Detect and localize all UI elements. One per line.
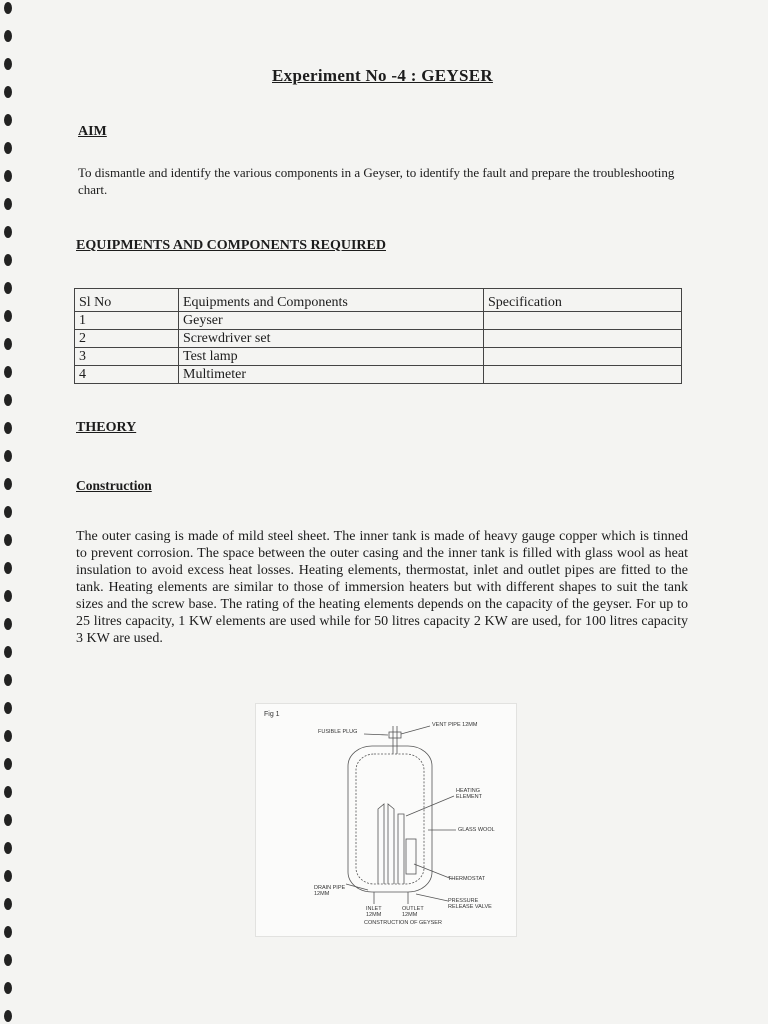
equipment-table [74,288,682,384]
table-row [75,312,682,330]
spiral-coil [4,310,12,322]
table-cell [484,312,682,330]
spiral-coil [4,30,12,42]
document-page [22,0,768,1024]
label-vent-pipe: VENT PIPE 12MM [432,722,478,728]
spiral-coil [4,226,12,238]
label-inlet: INLET 12MM [366,906,382,918]
label-fusible-plug: FUSIBLE PLUG [318,729,358,735]
spiral-coil [4,842,12,854]
spiral-coil [4,2,12,14]
spiral-coil [4,394,12,406]
spiral-coil [4,926,12,938]
table-cell [484,348,682,366]
label-heating-element: HEATING ELEMENT [456,788,482,800]
spiral-coil [4,422,12,434]
spiral-coil [4,618,12,630]
spiral-coil [4,562,12,574]
column-header: Equipments and Components [179,289,484,312]
theory-heading: THEORY [76,420,137,435]
spiral-coil [4,758,12,770]
table-row [75,330,682,348]
table-cell: Geyser [179,312,484,330]
spiral-coil [4,58,12,70]
spiral-coil [4,478,12,490]
table-cell: 1 [75,312,179,330]
table-row [75,348,682,366]
spiral-binding [0,0,22,1024]
table-row [75,366,682,384]
equipment-heading: EQUIPMENTS AND COMPONENTS REQUIRED [76,238,386,253]
table-header-row [75,289,682,312]
table-cell: Multimeter [179,366,484,384]
spiral-coil [4,646,12,658]
spiral-coil [4,814,12,826]
figure-caption: CONSTRUCTION OF GEYSER [364,920,442,926]
spiral-coil [4,870,12,882]
label-pressure-valve: PRESSURE RELEASE VALVE [448,898,492,910]
label-drain-pipe: DRAIN PIPE 12MM [314,885,346,897]
table-cell: Screwdriver set [179,330,484,348]
spiral-coil [4,674,12,686]
spiral-coil [4,282,12,294]
spiral-coil [4,1010,12,1022]
geyser-figure [255,703,517,937]
spiral-coil [4,730,12,742]
spiral-coil [4,86,12,98]
spiral-coil [4,786,12,798]
spiral-coil [4,702,12,714]
table-cell [484,330,682,348]
construction-text: The outer casing is made of mild steel sheet. The inner tank is made of heavy gauge copper which is tinned to prevent corrosion. The space between the outer casing and the inner tank is filled with glass wool as heat insulation to avoid excess heat losses. Heating elements, thermostat, inlet and outlet pipes are fitted to the tank. Heating elements are similar to those of immersion heaters but with different shapes to suit the tank sizes and the screw base. The rating of the heating elements depends on the capacity of the geyser. For up to 25 litres capacity, 1 KW elements are used while for 50 litres capacity 2 KW are used, for 100 litres capacity 3 KW are used. [76,529,688,646]
label-glass-wool: GLASS WOOL [458,827,495,833]
construction-heading: Construction [76,478,152,493]
table-cell: 2 [75,330,179,348]
page-title: Experiment No -4 : GEYSER [272,66,493,85]
spiral-coil [4,142,12,154]
spiral-coil [4,338,12,350]
spiral-coil [4,982,12,994]
spiral-coil [4,534,12,546]
aim-text: To dismantle and identify the various components in a Geyser, to identify the fault and prepare the troubleshooting chart. [78,165,675,197]
spiral-coil [4,366,12,378]
column-header: Sl No [75,289,179,312]
spiral-coil [4,506,12,518]
aim-heading: AIM [78,124,107,139]
spiral-coil [4,254,12,266]
spiral-coil [4,590,12,602]
table-cell: Test lamp [179,348,484,366]
spiral-coil [4,954,12,966]
table-cell [484,366,682,384]
spiral-coil [4,114,12,126]
label-outlet: OUTLET 12MM [402,906,424,918]
table-cell: 4 [75,366,179,384]
table-cell: 3 [75,348,179,366]
spiral-coil [4,898,12,910]
spiral-coil [4,170,12,182]
spiral-coil [4,198,12,210]
column-header: Specification [484,289,682,312]
label-thermostat: THERMOSTAT [448,876,486,882]
figure-number: Fig 1 [264,711,280,718]
spiral-coil [4,450,12,462]
